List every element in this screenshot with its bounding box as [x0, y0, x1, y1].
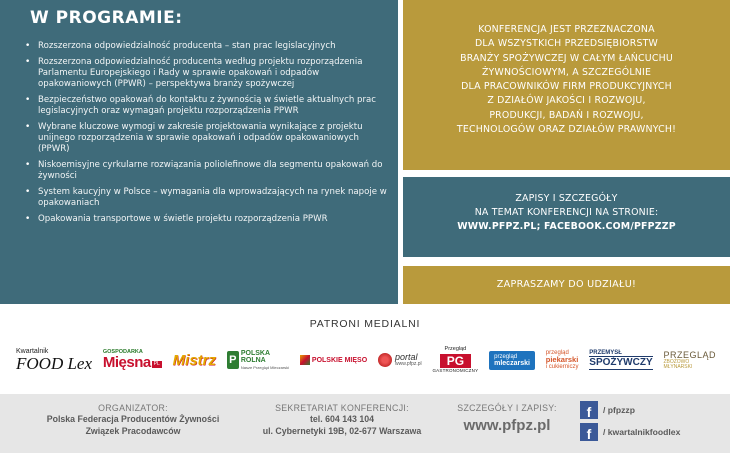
- polska-rolna-line2: ROLNA: [240, 357, 266, 364]
- gospodarka-miesna-pl: PL: [153, 361, 160, 368]
- pg-line3: GASTRONOMICZNY: [432, 367, 479, 373]
- program-item: • Wybrane kluczowe wymogi w zakresie projektowania wynikające z projektu unijnego rozporządzenia w sprawie opakowań i odpadów opakowaniowych (PPWR): [22, 122, 388, 156]
- facebook-block: [580, 401, 680, 445]
- portal-line1: portal: [394, 352, 418, 362]
- website-link[interactable]: www.pfpz.pl: [463, 417, 551, 434]
- pg-line1: Przegląd: [444, 346, 467, 352]
- program-item: • Bezpieczeństwo opakowań do kontaktu z żywnością w świetle aktualnych prac legislacyjnych oraz wymagań projektu rozporządzenia PPWR: [22, 95, 388, 117]
- signup-heading: ZAPISY I SZCZEGÓŁY: [515, 193, 618, 204]
- program-list: [22, 41, 388, 225]
- spozywczy-line2: SPOŻYWCZY: [589, 357, 653, 368]
- media-patrons-title: PATRONI MEDIALNI: [309, 318, 421, 330]
- info-line: DLA WSZYSTKICH PRZEDSIĘBIORSTW: [475, 38, 658, 50]
- mistrz-logo[interactable]: Mistrz: [172, 351, 216, 369]
- organizer-subname: Związek Pracodawców: [85, 425, 181, 436]
- polskie-mieso-text: POLSKIE MIĘSO: [311, 356, 368, 364]
- invite-text: ZAPRASZAMY DO UDZIAŁU!: [496, 279, 637, 290]
- polska-rolna-line1: POLSKA: [240, 350, 270, 357]
- details-block: [446, 403, 568, 434]
- przemysl-spozywczy-logo[interactable]: [589, 350, 652, 370]
- przeglad-mleczarski-logo[interactable]: [489, 351, 535, 370]
- polska-rolna-logo[interactable]: [227, 350, 289, 370]
- facebook-handle: / pfpzzp: [603, 405, 635, 415]
- secretariat-label: SEKRETARIAT KONFERENCJI:: [275, 403, 409, 413]
- portal-line2: www.pfpz.pl: [394, 361, 422, 367]
- piekarski-line2: piekarski: [545, 355, 579, 365]
- program-item: • Rozszerzona odpowiedzialność producenta – stan prac legislacyjnych: [22, 41, 388, 52]
- foodlex-logo-small: Kwartalnik: [16, 348, 49, 355]
- info-line: PRODUKCJI, BADAŃ I ROZWOJU,: [489, 109, 644, 121]
- audience-info-panel: [403, 0, 730, 170]
- foodlex-logo[interactable]: [16, 348, 92, 372]
- program-item: • Opakowania transportowe w świetle projektu rozporządzenia PPWR: [22, 214, 388, 225]
- secretariat-block: [252, 403, 432, 437]
- zbozowy-line1: PRZEGLĄD: [663, 349, 716, 360]
- details-label: SZCZEGÓŁY I ZAPISY:: [457, 403, 557, 413]
- organizer-block: [28, 403, 238, 437]
- foodlex-logo-wordmark: FOOD Lex: [16, 354, 93, 373]
- mleczarski-line1: przegląd: [494, 353, 518, 360]
- info-line: ŻYWNOŚCIOWYM, A SZCZEGÓLNIE: [481, 66, 652, 78]
- secretariat-phone[interactable]: tel. 604 143 104: [309, 414, 375, 425]
- mleczarski-line2: mleczarski: [494, 359, 530, 367]
- signup-links[interactable]: WWW.PFPZ.PL; FACEBOOK.COM/PFPZZP: [457, 221, 676, 233]
- pg-box: PG: [440, 354, 471, 368]
- invite-panel: [403, 266, 730, 304]
- footer: [0, 394, 730, 453]
- signup-subheading: NA TEMAT KONFERENCJI NA STRONIE:: [474, 207, 659, 219]
- info-line: TECHNOLOGÓW ORAZ DZIAŁÓW PRAWNYCH!: [456, 124, 677, 136]
- polskie-mieso-mark: [300, 355, 310, 365]
- program-panel: [0, 0, 398, 304]
- gospodarka-miesna-text: [103, 350, 151, 371]
- info-line: BRANŻY SPOŻYWCZEJ W CAŁYM ŁAŃCUCHU: [460, 52, 673, 64]
- spozywczy-line1: PRZEMYSŁ: [589, 350, 622, 356]
- polska-rolna-mark: P: [227, 351, 239, 369]
- polskie-mieso-logo[interactable]: [300, 355, 367, 365]
- organizer-name: Polska Federacja Producentów Żywności: [46, 414, 220, 425]
- przeglad-gastronomiczny-logo[interactable]: [432, 347, 478, 373]
- portal-text: [395, 353, 422, 367]
- facebook-link-foodlex[interactable]: [580, 423, 680, 441]
- polska-rolna-text: [241, 350, 289, 370]
- program-item: • Rozszerzona odpowiedzialność producenta według projektu rozporządzenia Parlamentu Europejskiego i Rady w sprawie opakowań i odpadów opakowaniowych (PPWR) – perspektywa branży spożywczej: [22, 57, 388, 91]
- przeglad-zbozowo-mlynarski-logo[interactable]: [663, 351, 716, 370]
- gospodarka-miesna-logo[interactable]: [103, 350, 162, 371]
- program-title: W PROGRAMIE:: [30, 8, 183, 28]
- info-line: DLA PRACOWNIKÓW FIRM PRODUKCYJNYCH: [461, 81, 672, 93]
- media-patrons-logos: [16, 343, 716, 377]
- zbozowy-line3: MŁYNARSKI: [663, 363, 693, 370]
- facebook-handle: / kwartalnikfoodlex: [603, 427, 681, 437]
- program-item: • System kaucyjny w Polsce – wymagania dla wprowadzających na rynek napoje w opakowaniach: [22, 187, 388, 209]
- piekarski-line1: przegląd: [545, 350, 569, 357]
- zbozowy-line2: ZBOŻOWO: [663, 358, 690, 365]
- info-line: Z DZIAŁÓW JAKOŚCI I ROZWOJU,: [487, 95, 646, 107]
- portal-logo[interactable]: [378, 353, 422, 367]
- secretariat-address: ul. Cybernetyki 19B, 02-677 Warszawa: [262, 425, 422, 436]
- program-item: • Niskoemisyjne cyrkularne rozwiązania poliolefinowe dla segmentu opakowań do żywności: [22, 160, 388, 182]
- facebook-link-pfpzzp[interactable]: [580, 401, 680, 419]
- signup-panel: [403, 177, 730, 257]
- przeglad-piekarski-logo[interactable]: [546, 350, 579, 370]
- polska-rolna-line3: Nasze Przegląd Mleczarski: [240, 365, 290, 370]
- portal-mark: [378, 353, 392, 367]
- gospodarka-miesna-main: Mięsna: [102, 354, 151, 372]
- piekarski-line3: i cukierniczy: [545, 363, 579, 370]
- facebook-icon: f: [580, 423, 598, 441]
- gospodarka-miesna-tiny: GOSPODARKA: [102, 348, 143, 355]
- facebook-icon: f: [580, 401, 598, 419]
- info-line: KONFERENCJA JEST PRZEZNACZONA: [478, 24, 655, 35]
- organizer-label: ORGANIZATOR:: [98, 403, 168, 413]
